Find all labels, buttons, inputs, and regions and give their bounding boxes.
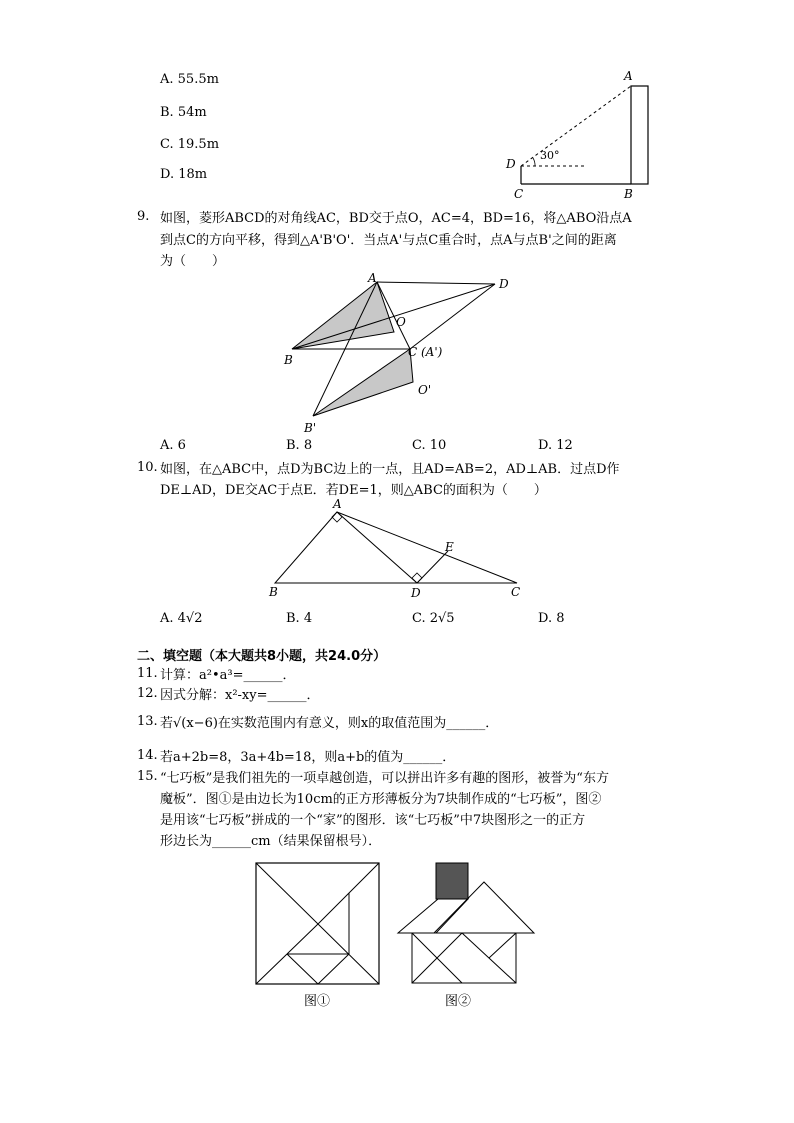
- q9-number: 9.: [137, 209, 150, 224]
- q10-option-d: D. 8: [538, 611, 565, 626]
- q8-label-d: D: [506, 157, 516, 171]
- fig2-caption: 图②: [445, 994, 472, 1009]
- q8-figure: [500, 66, 660, 202]
- q9-option-b: B. 8: [286, 438, 313, 453]
- q9-label-b-prime: B': [304, 421, 317, 435]
- q9-line3: 为（ ）: [160, 254, 226, 269]
- q10-label-d: D: [411, 586, 421, 600]
- q9-option-c: C. 10: [412, 438, 447, 453]
- q13-text: 若√(x−6)在实数范围内有意义，则x的取值范围为______．: [160, 716, 499, 731]
- q15-line1: “七巧板”是我们祖先的一项卓越创造，可以拼出许多有趣的图形，被誉为“东方: [160, 771, 609, 786]
- q12-text: 因式分解：x²-xy=______．: [160, 688, 320, 703]
- q9-label-d: D: [499, 277, 509, 291]
- q8-option-d: D. 18m: [160, 167, 208, 182]
- q10-label-b: B: [269, 585, 278, 599]
- q9-line2: 到点C的方向平移，得到△A'B'O'．当点A'与点C重合时，点A与点B'之间的距离: [160, 233, 617, 248]
- q10-option-a: A. 4√2: [160, 611, 203, 626]
- q10-option-b: B. 4: [286, 611, 313, 626]
- q9-label-o: O: [396, 315, 406, 329]
- q15-number: 15.: [137, 769, 158, 784]
- q10-number: 10.: [137, 460, 158, 475]
- q15-line2: 魔板”．图①是由边长为10cm的正方形薄板分为7块制作成的“七巧板”，图②: [160, 792, 602, 807]
- q9-line1: 如图，菱形ABCD的对角线AC，BD交于点O，AC=4，BD=16，将△ABO沿点A: [160, 211, 632, 226]
- q8-label-a: A: [624, 69, 633, 83]
- q8-label-c: C: [514, 187, 524, 201]
- q9-label-o-prime: O': [418, 383, 432, 397]
- q11-number: 11.: [137, 666, 158, 681]
- q13-number: 13.: [137, 714, 158, 729]
- q15-line3: 是用该“七巧板”拼成的一个“家”的图形．该“七巧板”中7块图形之一的正方: [160, 813, 586, 828]
- q9-figure: [280, 270, 520, 435]
- q8-angle-label: 30°: [540, 149, 560, 162]
- q8-option-a: A. 55.5m: [160, 72, 219, 87]
- tangram-figure-1: [255, 862, 381, 986]
- q9-label-c: C (A'): [408, 345, 443, 359]
- q10-figure: [265, 495, 530, 601]
- q10-label-e: E: [445, 540, 454, 554]
- q10-option-c: C. 2√5: [412, 611, 455, 626]
- q10-label-a: A: [333, 497, 342, 511]
- q9-option-d: D. 12: [538, 438, 573, 453]
- q12-number: 12.: [137, 686, 158, 701]
- q10-line1: 如图，在△ABC中，点D为BC边上的一点，且AD=AB=2，AD⊥AB．过点D作: [160, 462, 620, 477]
- q8-option-c: C. 19.5m: [160, 137, 220, 152]
- q9-option-a: A. 6: [160, 438, 186, 453]
- q9-label-b: B: [284, 353, 293, 367]
- q14-text: 若a+2b=8，3a+4b=18，则a+b的值为______．: [160, 750, 456, 765]
- q11-text: 计算：a²•a³=______．: [160, 668, 296, 683]
- q9-label-a: A: [368, 271, 377, 285]
- q10-label-c: C: [511, 585, 521, 599]
- tangram-figure-2: [396, 860, 536, 986]
- q14-number: 14.: [137, 748, 158, 763]
- fig1-caption: 图①: [304, 994, 331, 1009]
- section-title: 二、填空题（本大题共8小题，共24.0分）: [137, 649, 387, 664]
- q15-line4: 形边长为______cm（结果保留根号）．: [160, 834, 382, 849]
- q10-line2: DE⊥AD，DE交AC于点E．若DE=1，则△ABC的面积为（ ）: [160, 483, 547, 498]
- q8-label-b: B: [624, 187, 633, 201]
- q8-option-b: B. 54m: [160, 105, 207, 120]
